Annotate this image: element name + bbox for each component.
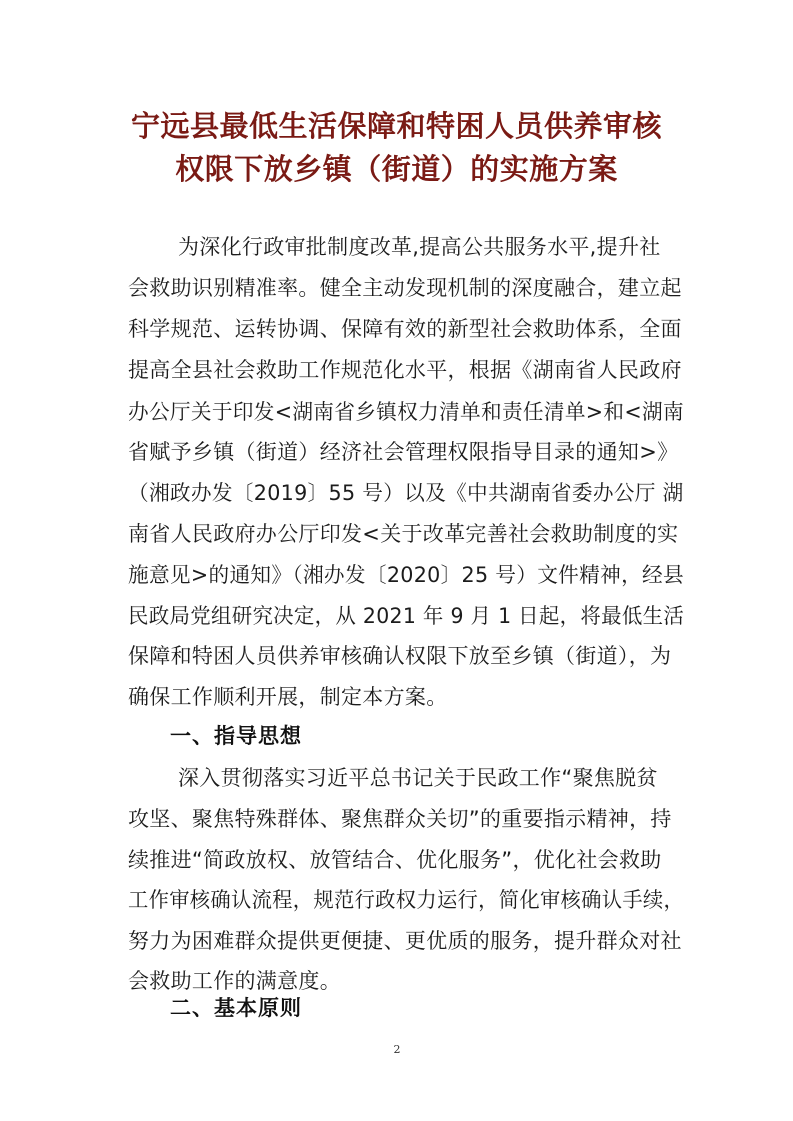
intro-paragraph-line: 施意见>的通知》（湘办发〔2020〕25 号）文件精神，经县 bbox=[128, 563, 684, 587]
section-1-paragraph-line: 会救助工作的满意度。 bbox=[128, 969, 341, 993]
intro-paragraph-line: 提高全县社会救助工作规范化水平，根据《湖南省人民政府 bbox=[128, 358, 682, 382]
document-title-line-1: 宁远县最低生活保障和特困人员供养审核 bbox=[130, 109, 662, 143]
section-1-paragraph-line: 续推进“简政放权、放管结合、优化服务”，优化社会救助 bbox=[128, 848, 662, 872]
intro-paragraph-line: 办公厅关于印发<湖南省乡镇权力清单和责任清单>和<湖南 bbox=[128, 400, 684, 424]
section-1-paragraph-line: 攻坚、聚焦特殊群体、聚焦群众关切”的重要指示精神，持 bbox=[128, 807, 672, 831]
intro-paragraph-line: 保障和特困人员供养审核确认权限下放至乡镇（街道），为 bbox=[128, 644, 672, 668]
section-1-paragraph-line: 工作审核确认流程，规范行政权力运行，简化审核确认手续， bbox=[128, 888, 685, 912]
intro-paragraph-line: 省赋予乡镇（街道）经济社会管理权限指导目录的通知>》 bbox=[128, 440, 679, 464]
section-2-heading: 二、基本原则 bbox=[170, 996, 302, 1020]
section-1-paragraph-line: 深入贯彻落实习近平总书记关于民政工作“聚焦脱贫 bbox=[178, 766, 658, 790]
document-title-line-2: 权限下放乡镇（街道）的实施方案 bbox=[175, 152, 618, 186]
intro-paragraph-line: 南省人民政府办公厅印发<关于改革完善社会救助制度的实 bbox=[128, 522, 679, 546]
intro-paragraph-line: 确保工作顺利开展，制定本方案。 bbox=[128, 685, 448, 709]
intro-paragraph-line: 会救助识别精准率。健全主动发现机制的深度融合，建立起 bbox=[128, 276, 682, 300]
section-1-heading: 一、指导思想 bbox=[170, 724, 302, 748]
intro-paragraph-line: 科学规范、运转协调、保障有效的新型社会救助体系，全面 bbox=[128, 317, 682, 341]
intro-paragraph-line: （湘政办发〔2019〕55 号）以及《中共湖南省委办公厅 湖 bbox=[128, 481, 684, 505]
intro-paragraph-line: 民政局党组研究决定，从 2021 年 9 月 1 日起，将最低生活 bbox=[128, 604, 685, 628]
section-1-paragraph-line: 努力为困难群众提供更便捷、更优质的服务，提升群众对社 bbox=[128, 929, 682, 953]
intro-paragraph-line: 为深化行政审批制度改革,提高公共服务水平,提升社 bbox=[178, 235, 661, 259]
page-number: 2 bbox=[393, 1043, 401, 1056]
